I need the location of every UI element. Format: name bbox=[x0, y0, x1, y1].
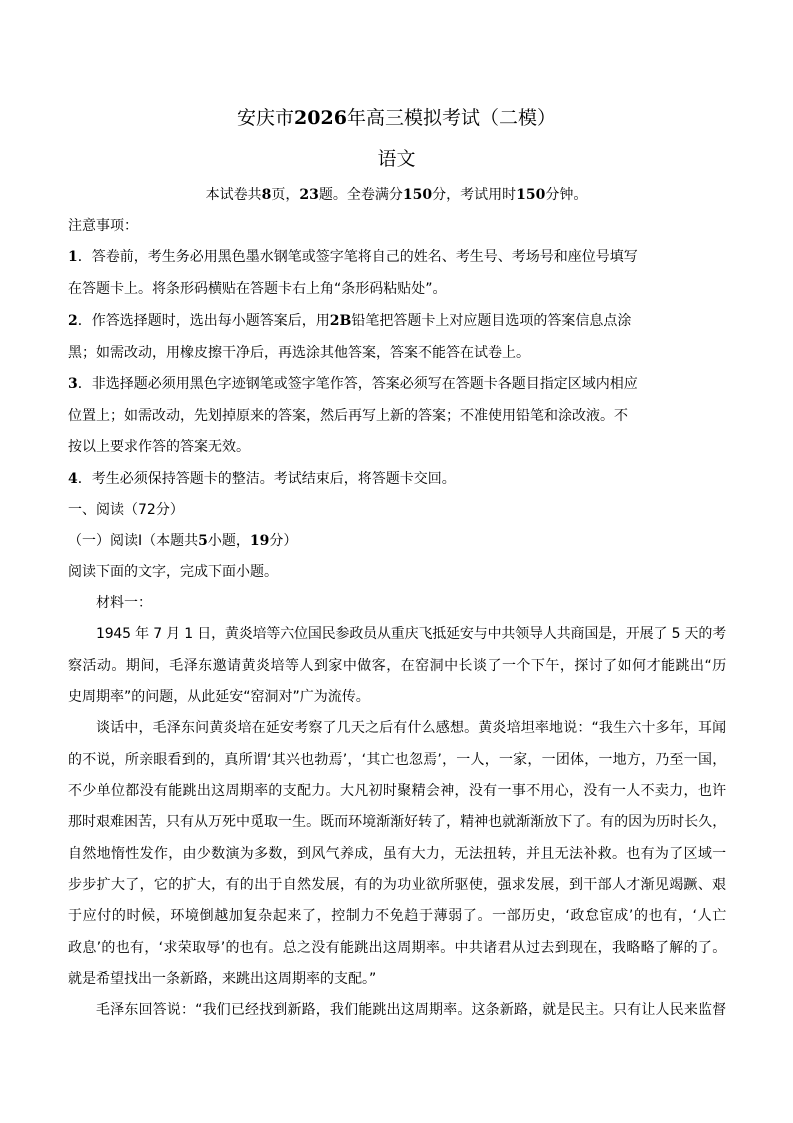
intro-text: 页， bbox=[271, 187, 300, 203]
notice-item-text: 铅笔把答题卡上对应题目选项的答案信息点涂 bbox=[351, 313, 632, 329]
notice-item-number: 2 bbox=[68, 313, 78, 329]
notice-pencil-grade: 2B bbox=[329, 313, 352, 329]
passage-line: 的不说，所亲眼看到的，真所谓‘其兴也勃焉’，‘其亡也忽焉’，一人，一家，一团体，一地方，乃至一国， bbox=[68, 752, 726, 768]
notice-item-number: 1 bbox=[68, 249, 78, 265]
passage-line: 政息’的也有，‘求荣取辱’的也有。总之没有能跳出这周期率。中共诸君从过去到现在，我略略了解的了。 bbox=[68, 940, 726, 956]
title-suffix: 年高三模拟考试（二模） bbox=[346, 107, 556, 129]
passage-line: 不少单位都没有能跳出这周期率的支配力。大凡初时聚精会神，没有一事不用心，没有一人不卖力，也许 bbox=[68, 783, 726, 799]
passage-line: 那时艰难困苦，只有从万死中觅取一生。既而环境渐渐好转了，精神也就渐渐放下了。有的因为历时长久， bbox=[68, 814, 726, 830]
notice-item-2-cont: 黑；如需改动，用橡皮擦干净后，再选涂其他答案，答案不能答在试卷上。 bbox=[68, 345, 530, 361]
passage-line: 就是希望找出一条新路，来跳出这周期率的支配。” bbox=[68, 971, 377, 987]
notice-item-3-cont: 按以上要求作答的答案无效。 bbox=[68, 439, 250, 455]
passage-line: 于应付的时候，环境倒越加复杂起来了，控制力不免趋于薄弱了。一部历史，‘政怠宦成’的也有，‘人亡 bbox=[68, 908, 726, 924]
notice-heading: 注意事项： bbox=[68, 218, 138, 234]
intro-text: 分，考试用时 bbox=[432, 187, 517, 203]
notice-item-3 bbox=[68, 373, 638, 395]
notice-item-number: 4 bbox=[68, 471, 78, 487]
title-prefix: 安庆市 bbox=[237, 107, 295, 129]
title-year: 2026 bbox=[294, 107, 347, 129]
passage-line: 察活动。期间，毛泽东邀请黄炎培等人到家中做客，在窑洞中长谈了一个下午，探讨了如何才能跳出“历 bbox=[68, 658, 726, 674]
exam-intro bbox=[0, 184, 793, 206]
notice-item-1 bbox=[68, 246, 638, 268]
passage-line: 毛泽东回答说：“我们已经找到新路，我们能跳出这周期率。这条新路，就是民主。只有让人民来监督 bbox=[96, 1002, 726, 1018]
notice-item-text: ．考生必须保持答题卡的整洁。考试结束后，将答题卡交回。 bbox=[77, 471, 456, 487]
intro-score: 150 bbox=[402, 187, 433, 203]
intro-text: 本试卷共 bbox=[205, 187, 262, 203]
reading-instruction: 阅读下面的文字，完成下面小题。 bbox=[68, 564, 278, 580]
intro-text: 题。全卷满分 bbox=[318, 187, 403, 203]
passage-line: 1945 年 7 月 1 日，黄炎培等六位国民参政员从重庆飞抵延安与中共领导人共商国是，开展了 5 天的考 bbox=[96, 626, 726, 642]
exam-title bbox=[0, 105, 793, 131]
notice-item-2 bbox=[68, 310, 631, 332]
subsection-text: 分） bbox=[269, 533, 298, 549]
passage-line: 谈话中，毛泽东问黄炎培在延安考察了几天之后有什么感想。黄炎培坦率地说：“我生六十多年，耳闻 bbox=[96, 720, 726, 736]
subsection-heading bbox=[68, 530, 297, 552]
subsection-text: 小题， bbox=[207, 533, 250, 549]
intro-pages: 8 bbox=[261, 187, 272, 203]
intro-text: 分钟。 bbox=[545, 187, 588, 203]
passage-line: 史周期率”的问题，从此延安“窑洞对”广为流传。 bbox=[68, 689, 370, 705]
notice-item-text: ．非选择题必须用黑色字迹钢笔或签字笔作答，答案必须写在答题卡各题目指定区域内相应 bbox=[77, 376, 638, 392]
notice-item-text: ．答卷前，考生务必用黑色墨水钢笔或签字笔将自己的姓名、考生号、考场号和座位号填写 bbox=[77, 249, 638, 265]
subsection-score: 19 bbox=[249, 533, 270, 549]
notice-item-1-cont: 在答题卡上。将条形码横贴在答题卡右上角“条形码粘贴处”。 bbox=[68, 281, 447, 297]
intro-minutes: 150 bbox=[516, 187, 546, 203]
notice-item-4 bbox=[68, 468, 456, 490]
material-label: 材料一： bbox=[96, 595, 152, 611]
subject-title: 语文 bbox=[377, 148, 416, 170]
passage-line: 自然地惰性发作，由少数演为多数，到风气养成，虽有大力，无法扭转，并且无法补救。也有为了区域一 bbox=[68, 846, 726, 862]
subsection-count: 5 bbox=[198, 533, 208, 549]
section-heading: 一、阅读（72分） bbox=[68, 502, 184, 518]
notice-item-3-cont: 位置上；如需改动，先划掉原来的答案，然后再写上新的答案；不准使用铅笔和涂改液。不 bbox=[68, 408, 628, 424]
notice-item-text: ．作答选择题时，选出每小题答案后，用 bbox=[77, 313, 330, 329]
passage-line: 步步扩大了，它的扩大，有的出于自然发展，有的为功业欲所驱使，强求发展，到干部人才渐见竭蹶、艰 bbox=[68, 877, 726, 893]
subsection-text: （一）阅读Ⅰ（本题共 bbox=[68, 533, 199, 549]
notice-item-number: 3 bbox=[68, 376, 78, 392]
intro-questions: 23 bbox=[299, 187, 319, 203]
